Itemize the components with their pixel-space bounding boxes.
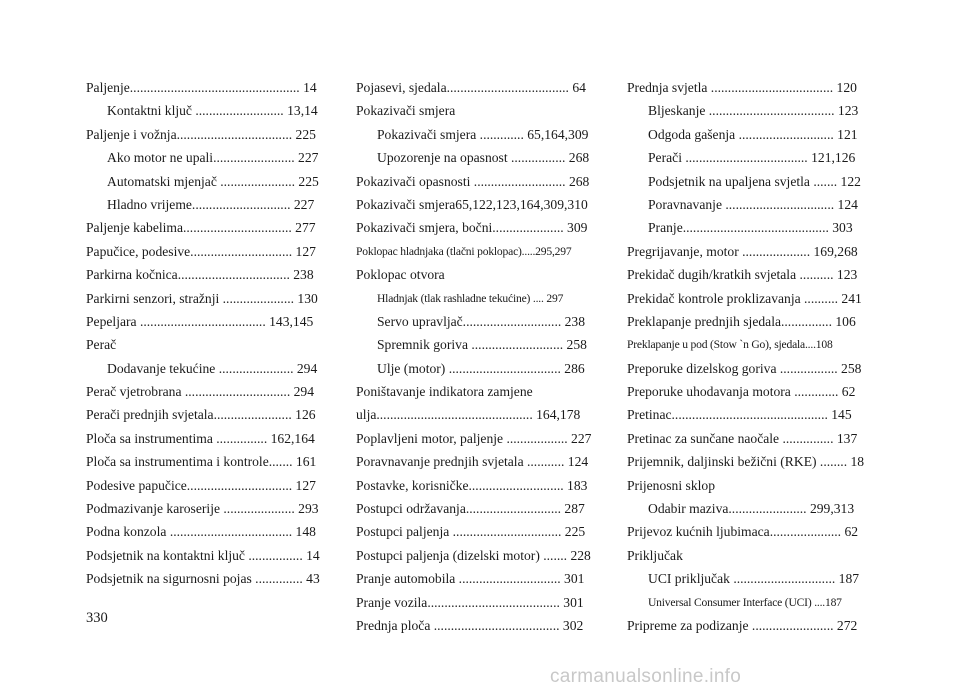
index-entry: Pranje vozila....................................... 301 — [356, 594, 584, 610]
index-entry: Parkirni senzori, stražnji ..................... 130 — [86, 290, 318, 306]
index-entry: Pregrijavanje, motor .................... 169,268 — [627, 243, 858, 259]
index-subentry: Dodavanje tekućine ...................... 294 — [107, 360, 318, 376]
watermark: carmanualsonline.info — [550, 666, 742, 687]
index-subentry: Spremnik goriva ........................... 258 — [377, 337, 587, 353]
index-entry: Pretinac za sunčane naočale ............... 137 — [627, 430, 858, 446]
index-entry: Pokazivači smjera — [356, 103, 456, 119]
index-entry: Pojasevi, sjedala.................................... 64 — [356, 80, 586, 95]
index-subentry: Ulje (motor) ................................. 286 — [377, 360, 585, 376]
index-entry: ulja.............................................. 164,178 — [356, 407, 581, 423]
page-number: 330 — [86, 610, 108, 626]
index-subentry: Bljeskanje ..................................... 123 — [648, 103, 859, 119]
index-entry: Ploča sa instrumentima i kontrole....... 161 — [86, 454, 317, 470]
index-subentry: Servo upravljač............................. 238 — [377, 313, 586, 329]
index-column-1 — [86, 76, 324, 591]
index-entry: Priključak — [627, 547, 683, 563]
index-entry: Prednja svjetla .................................... 120 — [627, 80, 857, 95]
index-entry: Poklopac otvora — [356, 267, 445, 283]
index-entry: Perači prednjih svjetala....................... 126 — [86, 407, 316, 423]
index-column-2 — [356, 76, 598, 637]
index-entry: Ploča sa instrumentima ............... 162,164 — [86, 430, 315, 446]
index-entry: Podesive papučice............................... 127 — [86, 477, 316, 493]
index-entry: Paljenje i vožnja.................................. 225 — [86, 126, 316, 142]
index-entry: Prijemnik, daljinski bežični (RKE) ........ 18 — [627, 454, 865, 470]
index-entry: Podsjetnik na sigurnosni pojas .............. 43 — [86, 571, 320, 587]
index-entry: Preklapanje prednjih sjedala............... 106 — [627, 313, 856, 329]
index-subentry: Kontaktni ključ .......................... 13,14 — [107, 103, 318, 119]
index-entry: Perač vjetrobrana ............................... 294 — [86, 384, 315, 400]
index-entry: Poravnavanje prednjih svjetala ........... 124 — [356, 454, 589, 470]
index-entry: Pokazivači smjera, bočni..................... 309 — [356, 220, 588, 236]
index-entry: Paljenje kabelima................................ 277 — [86, 220, 316, 236]
index-entry: Preklapanje u pod (Stow `n Go), sjedala....108 — [627, 338, 833, 352]
index-subentry: Perači .................................... 121,126 — [648, 150, 856, 166]
index-subentry: Upozorenje na opasnost ................ 268 — [377, 150, 590, 166]
index-entry: Preporuke dizelskog goriva ................. 258 — [627, 360, 862, 376]
index-subentry: Hladno vrijeme............................. 227 — [107, 196, 315, 212]
index-subentry: Hladnjak (tlak rashladne tekućine) .... 297 — [377, 291, 564, 305]
index-subentry: Pranje........................................... 303 — [648, 220, 853, 236]
index-column-3 — [627, 76, 866, 637]
index-entry: Postupci paljenja (dizelski motor) ....... 228 — [356, 547, 591, 563]
index-entry: Postupci paljenja ................................ 225 — [356, 524, 586, 540]
index-entry: Prekidač kontrole proklizavanja .......... 241 — [627, 290, 862, 306]
index-entry: Poništavanje indikatora zamjene — [356, 384, 533, 400]
index-subentry: UCI priključak .............................. 187 — [648, 571, 860, 587]
index-entry: Prijenosni sklop — [627, 477, 715, 493]
index-entry: Pretinac.............................................. 145 — [627, 407, 852, 423]
index-subentry: Automatski mjenjač ...................... 225 — [107, 173, 319, 189]
index-subentry: Odgoda gašenja ............................ 121 — [648, 126, 858, 142]
index-entry: Podmazivanje karoserije ..................... 293 — [86, 501, 319, 517]
index-entry: Pokazivači opasnosti ........................... 268 — [356, 173, 590, 189]
index-entry: Paljenje.................................................. 14 — [86, 80, 317, 95]
index-entry: Podsjetnik na kontaktni ključ ................ 14 — [86, 547, 320, 563]
index-entry: Prijevoz kućnih ljubimaca..................... 62 — [627, 524, 859, 540]
index-subentry: Ako motor ne upali........................ 227 — [107, 150, 319, 166]
index-entry: Poplavljeni motor, paljenje .................. 227 — [356, 430, 592, 446]
index-entry: Preporuke uhodavanja motora ............. 62 — [627, 384, 856, 400]
index-entry: Parkirna kočnica................................. 238 — [86, 267, 314, 283]
index-entry: Pepeljara ..................................... 143,145 — [86, 313, 314, 329]
index-entry: Poklopac hladnjaka (tlačni poklopac).....295,297 — [356, 244, 572, 258]
index-entry: Podna konzola .................................... 148 — [86, 524, 316, 540]
index-entry: Papučice, podesive.............................. 127 — [86, 243, 316, 259]
index-entry: Prekidač dugih/kratkih svjetala .......... 123 — [627, 267, 858, 283]
index-entry: Pripreme za podizanje ........................ 272 — [627, 617, 858, 633]
index-entry: Postupci održavanja............................ 287 — [356, 501, 585, 517]
index-subentry: Pokazivači smjera ............. 65,164,309 — [377, 126, 589, 142]
index-subentry: Universal Consumer Interface (UCI) ....187 — [648, 595, 842, 609]
index-entry: Prednja ploča ..................................... 302 — [356, 617, 584, 633]
index-subentry: Odabir maziva....................... 299,313 — [648, 501, 855, 517]
index-subentry: Podsjetnik na upaljena svjetla ....... 122 — [648, 173, 861, 189]
index-entry: Perač — [86, 337, 117, 353]
index-subentry: Poravnavanje ................................ 124 — [648, 196, 858, 212]
index-entry: Pranje automobila .............................. 301 — [356, 571, 585, 587]
index-entry: Postavke, korisničke............................ 183 — [356, 477, 588, 493]
index-entry: Pokazivači smjera65,122,123,164,309,310 — [356, 196, 588, 212]
